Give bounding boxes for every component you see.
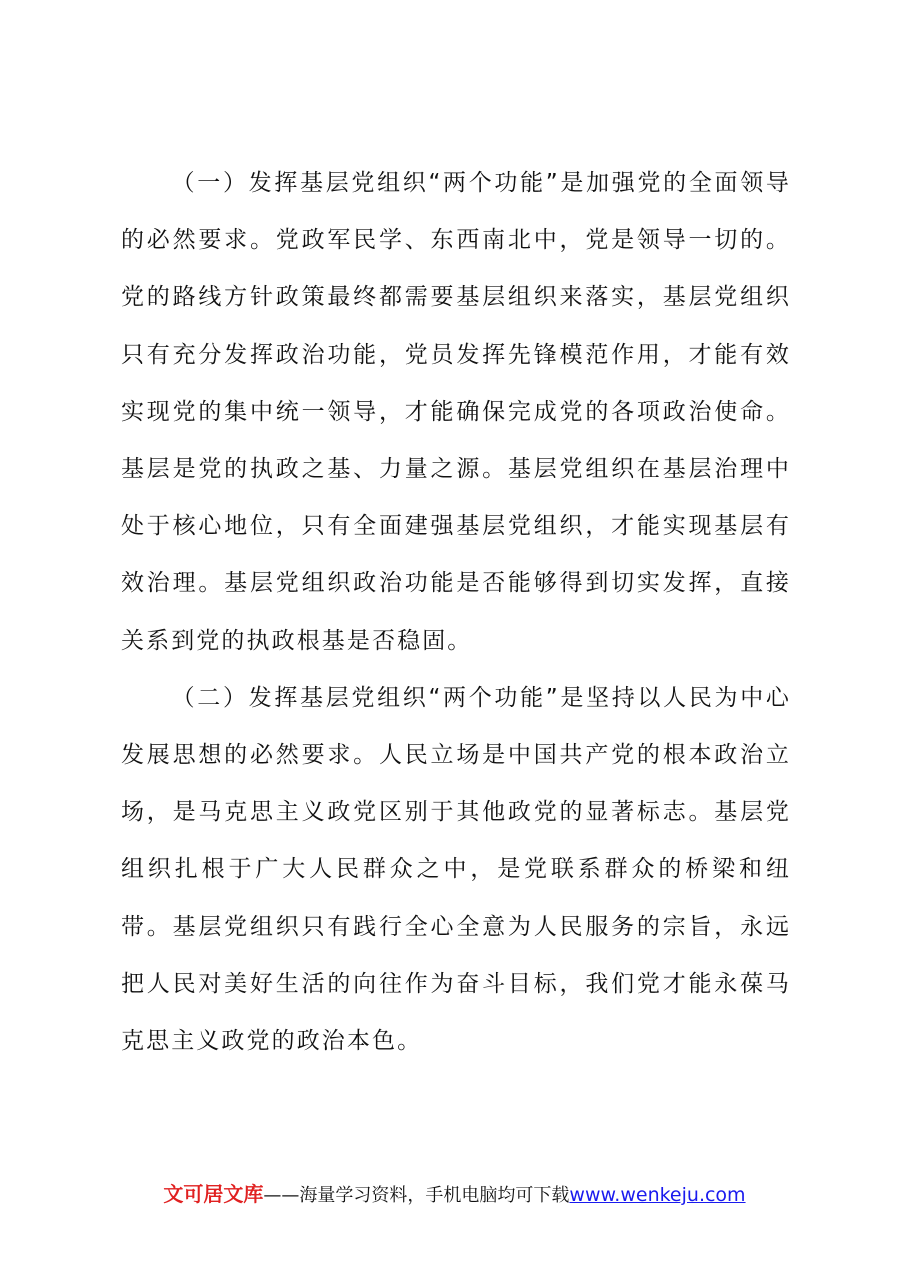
footer-banner xyxy=(0,1181,909,1209)
footer-tagline: ——海量学习资料，手机电脑均可下载 xyxy=(263,1185,570,1206)
footer-brand: 文可居文库 xyxy=(163,1182,264,1206)
paragraph-2: （二）发挥基层党组织“两个功能”是坚持以人民为中心发展思想的必然要求。人民立场是中国共产党的根本政治立场，是马克思主义政党区别于其他政党的显著标志。基层党组织扎根于广大人民群众之中，是党联系群众的桥梁和纽带。基层党组织只有践行全心全意为人民服务的宗旨，永远把人民对美好生活的向往作为奋斗目标，我们党才能永葆马克思主义政党的政治本色。 xyxy=(121,684,791,1055)
document-body xyxy=(121,155,791,1070)
paragraph-1: （一）发挥基层党组织“两个功能”是加强党的全面领导的必然要求。党政军民学、东西南北中，党是领导一切的。党的路线方针政策最终都需要基层组织来落实，基层党组织只有充分发挥政治功能，党员发挥先锋模范作用，才能有效实现党的集中统一领导，才能确保完成党的各项政治使命。基层是党的执政之基、力量之源。基层党组织在基层治理中处于核心地位，只有全面建强基层党组织，才能实现基层有效治理。基层党组织政治功能是否能够得到切实发挥，直接关系到党的执政根基是否稳固。 xyxy=(121,170,791,654)
footer-link[interactable]: www.wenkeju.com xyxy=(569,1184,746,1206)
